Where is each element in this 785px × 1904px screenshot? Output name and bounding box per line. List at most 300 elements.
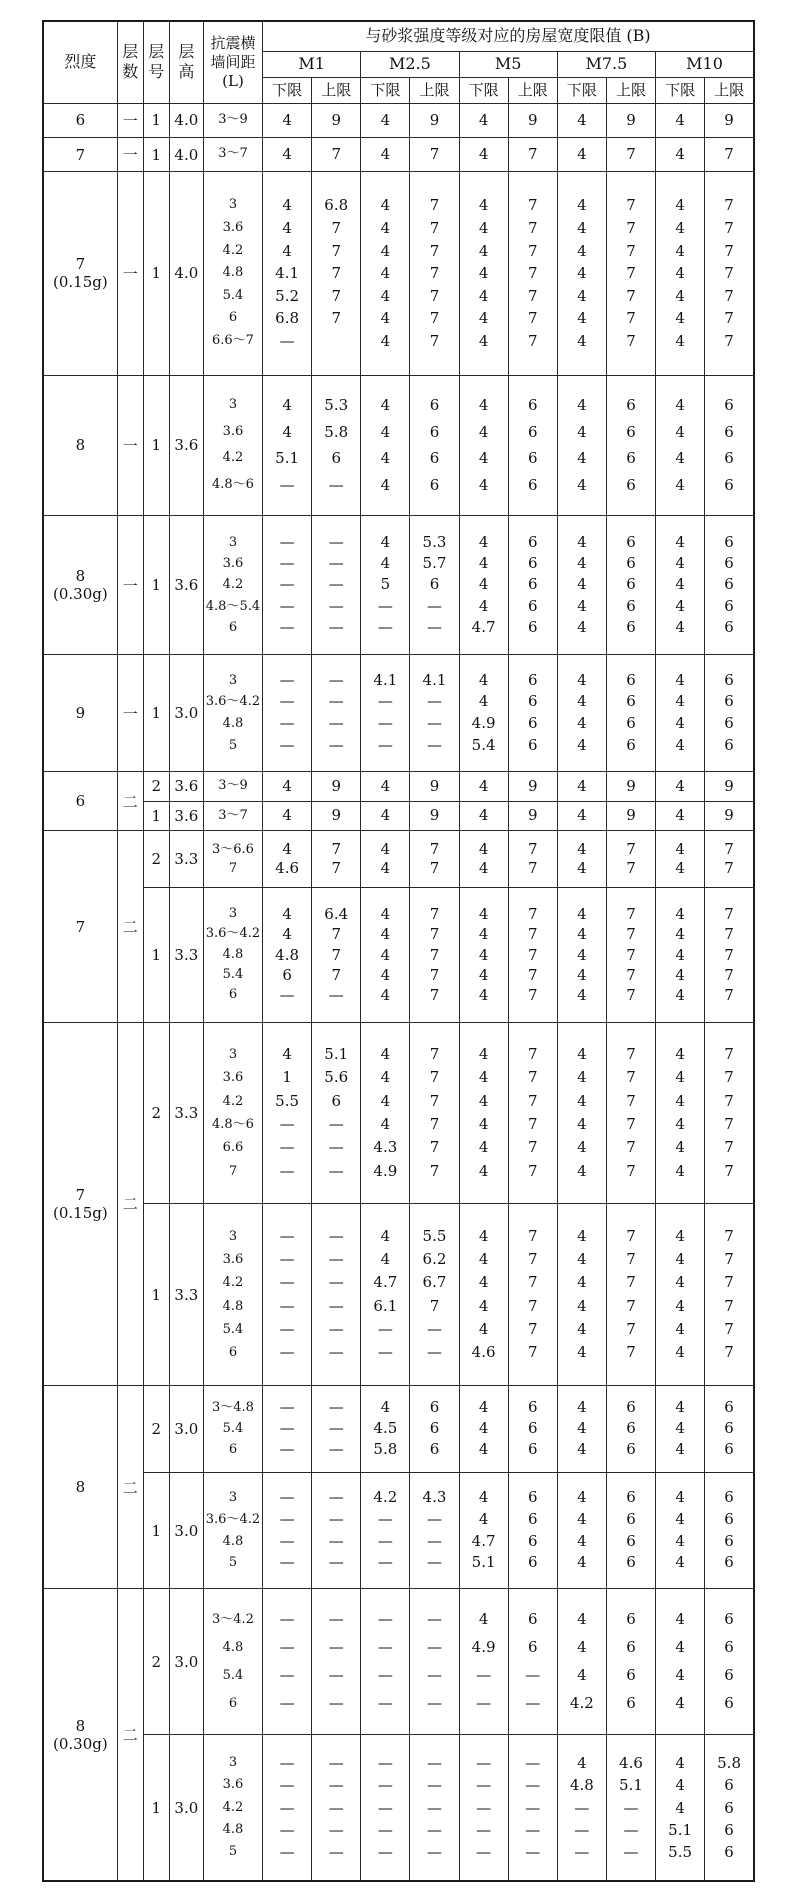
limit-value: 4.6 (619, 1754, 643, 1773)
limit-value-cell (263, 103, 312, 137)
limit-value-cell (459, 831, 508, 887)
table-row (43, 831, 754, 887)
wall-spacing-value: 4.8 (222, 946, 244, 962)
table-header (43, 21, 754, 103)
limit-value: 4 (675, 309, 685, 328)
limit-value: 4 (282, 904, 292, 923)
limit-value: 7 (429, 1138, 440, 1157)
limit-value: 4 (675, 1319, 685, 1338)
lower-limit-label: 下限 (656, 77, 705, 103)
intensity-cell: 6 (43, 771, 117, 830)
limit-value-cell (606, 103, 655, 137)
limit-value: 6 (331, 1091, 341, 1110)
limit-value-cell (312, 103, 361, 137)
limit-value-cell (606, 655, 655, 772)
header-storey-height: 层 高 (169, 21, 203, 103)
storeys-cell: 二 (117, 1385, 143, 1589)
header-storeys: 层 数 (117, 21, 143, 103)
limit-value-cell (508, 172, 557, 376)
limit-value: 4 (675, 144, 685, 163)
limit-value-cell (312, 137, 361, 171)
limit-value: 4 (577, 1531, 587, 1550)
limit-value-cell (361, 1589, 410, 1735)
limit-value: 7 (724, 1319, 734, 1338)
limit-value: 5.5 (668, 1843, 693, 1861)
limit-value: 4 (478, 806, 489, 825)
limit-value: 6 (527, 422, 538, 441)
limit-value: 4 (380, 264, 391, 283)
limit-value-cell (656, 771, 705, 801)
wall-spacing-value: 5.4 (222, 1321, 244, 1337)
limit-value-cell (508, 1204, 557, 1386)
limit-value: 4 (675, 1754, 685, 1773)
limit-value: — (377, 714, 393, 733)
limit-value-cell (312, 375, 361, 515)
wall-spacing-value: 6 (228, 619, 238, 635)
table-row (43, 172, 754, 376)
limit-value-cell (557, 655, 606, 772)
limit-value: 7 (626, 904, 636, 923)
limit-value: 4 (282, 110, 292, 129)
limit-value: — (328, 1693, 344, 1712)
limit-value: — (328, 1665, 344, 1684)
limit-value: 7 (724, 1161, 734, 1180)
limit-value: 4 (478, 554, 489, 573)
limit-value: 4 (577, 110, 587, 129)
limit-value: — (328, 1610, 344, 1629)
limit-value-cell (656, 831, 705, 887)
limit-value: 7 (724, 196, 734, 215)
limit-value: 4 (282, 219, 292, 238)
limit-value: — (279, 1161, 295, 1180)
limit-value: — (328, 1553, 344, 1572)
limit-value: 4.3 (373, 1138, 398, 1157)
limit-value: 4 (380, 859, 391, 878)
limit-value-cell (705, 1022, 754, 1204)
limit-value: 7 (724, 986, 734, 1005)
limit-value: 4 (577, 945, 587, 964)
limit-value: 7 (527, 1138, 538, 1157)
limit-value-cell (312, 1022, 361, 1204)
limit-value: — (377, 1820, 393, 1839)
limit-value: 6 (527, 1553, 538, 1572)
limit-value: — (476, 1693, 492, 1712)
limit-value: 4 (478, 241, 489, 260)
limit-value: 7 (429, 331, 440, 350)
limit-value: 6 (626, 1440, 636, 1459)
limit-value: 7 (626, 986, 636, 1005)
storeys-cell: 一 (117, 655, 143, 772)
limit-value: 7 (626, 1249, 636, 1268)
limit-value-cell (508, 771, 557, 801)
limit-value-cell (410, 655, 459, 772)
limit-value: — (279, 714, 295, 733)
limit-value: 4 (380, 776, 391, 795)
limit-value: 6 (724, 692, 734, 711)
limit-value: — (279, 1343, 295, 1362)
limit-value: 7 (626, 1226, 636, 1245)
wall-spacing-cell (203, 137, 262, 171)
storeys-cell: 一 (117, 515, 143, 655)
limit-value: 4 (675, 859, 685, 878)
wall-spacing-value: 3 (228, 397, 238, 413)
limit-value-cell (508, 655, 557, 772)
limit-value: 1 (282, 1068, 292, 1087)
limit-value: 4 (478, 1138, 489, 1157)
limit-value-cell (705, 801, 754, 831)
limit-value: 6 (626, 449, 636, 468)
limit-value-cell (361, 1022, 410, 1204)
limit-value: 6 (527, 1509, 538, 1528)
limit-value: 4 (675, 1665, 685, 1684)
limit-value: 4 (675, 1776, 685, 1795)
limit-value-cell (606, 801, 655, 831)
limit-value-cell (263, 655, 312, 772)
storey-height-cell: 3.6 (169, 375, 203, 515)
limit-value: 5.2 (275, 286, 300, 305)
lower-limit-label: 下限 (557, 77, 606, 103)
limit-value: — (279, 554, 295, 573)
limit-value: 7 (331, 264, 341, 283)
limit-value: 4 (675, 396, 685, 415)
limit-value: 4 (380, 904, 391, 923)
limit-value: 4 (577, 1419, 587, 1438)
limit-value: — (525, 1754, 541, 1773)
limit-value: — (377, 1843, 393, 1861)
limit-value: 7 (331, 309, 341, 328)
limit-value: 7 (527, 986, 538, 1005)
limit-value: 4.7 (373, 1273, 398, 1292)
limit-value: 7 (724, 219, 734, 238)
wall-spacing-value: 3.6 (222, 1251, 244, 1267)
storey-height-cell: 3.6 (169, 515, 203, 655)
limit-value: 7 (724, 1343, 734, 1362)
limit-value: 4 (282, 806, 292, 825)
limit-value: — (377, 1776, 393, 1795)
limit-value: 4 (380, 422, 391, 441)
limit-value: 7 (626, 1138, 636, 1157)
limit-value: — (328, 735, 344, 754)
limit-value-cell (263, 515, 312, 655)
wall-spacing-cell (203, 375, 262, 515)
limit-value-cell (410, 1022, 459, 1204)
limit-value: 4 (380, 1398, 391, 1417)
limit-value: 5.8 (717, 1754, 741, 1773)
limit-value: 7 (331, 219, 341, 238)
limit-value: 4 (675, 1115, 685, 1134)
limit-value: 7 (527, 966, 538, 985)
limit-value: 7 (527, 925, 538, 944)
limit-value-cell (705, 655, 754, 772)
table-body (43, 103, 754, 1881)
mortar-grade-label: M2.5 (361, 51, 459, 77)
limit-value: 4 (478, 575, 489, 594)
limit-value: 4.2 (569, 1693, 594, 1712)
limit-value: 6.8 (324, 196, 349, 215)
header-intensity: 烈度 (43, 21, 117, 103)
limit-value: 4 (478, 1319, 489, 1338)
storey-no-cell: 1 (143, 1204, 169, 1386)
wall-spacing-cell (203, 1204, 262, 1386)
limit-value: — (279, 1754, 295, 1773)
wall-spacing-value: 3～4.8 (211, 1400, 254, 1416)
limit-value: 4 (478, 986, 489, 1005)
limit-value: 4 (675, 241, 685, 260)
limit-value: — (525, 1665, 541, 1684)
limit-value: 4 (478, 840, 489, 859)
wall-spacing-cell (203, 831, 262, 887)
limit-value: 4 (675, 110, 685, 129)
limit-value: — (623, 1843, 639, 1861)
limit-value: 4 (675, 1091, 685, 1110)
limit-value: 5.1 (619, 1776, 643, 1795)
limit-value: 7 (724, 1045, 734, 1064)
limit-value-cell (705, 771, 754, 801)
limit-value: 7 (429, 966, 440, 985)
limit-value: 7 (724, 286, 734, 305)
limit-value: 7 (429, 945, 440, 964)
limit-value: 7 (331, 859, 341, 878)
wall-spacing-value: 3～9 (218, 112, 248, 128)
upper-limit-label: 上限 (606, 77, 655, 103)
storey-height-cell: 4.0 (169, 103, 203, 137)
limit-value: 4 (577, 925, 587, 944)
limit-value-cell (312, 655, 361, 772)
wall-spacing-value: 4.8～5.4 (205, 598, 261, 614)
limit-value: 7 (724, 331, 734, 350)
limit-value: 7 (429, 859, 440, 878)
storeys-cell: 一 (117, 172, 143, 376)
limit-value: 4 (675, 806, 685, 825)
limit-value: 6 (626, 692, 636, 711)
limit-value: — (476, 1776, 492, 1795)
limit-value: 7 (724, 840, 734, 859)
limit-value: 4 (675, 1273, 685, 1292)
limit-value: — (476, 1665, 492, 1684)
limit-value: 7 (626, 1161, 636, 1180)
limit-value: 4 (478, 945, 489, 964)
limit-value-cell (508, 887, 557, 1022)
storey-no-cell: 2 (143, 1385, 169, 1472)
wall-spacing-value: 3 (228, 1755, 238, 1771)
limit-value: 7 (527, 1319, 538, 1338)
limit-value-cell (508, 1735, 557, 1881)
limit-value: 7 (626, 1091, 636, 1110)
limit-value: 4 (675, 1045, 685, 1064)
limit-value: 4 (380, 219, 391, 238)
limit-value: 4 (675, 904, 685, 923)
limit-value: — (328, 1138, 344, 1157)
limit-value: 6 (724, 554, 734, 573)
limit-value: 6 (724, 670, 734, 689)
wall-spacing-value: 3 (228, 1490, 238, 1506)
storey-no-cell: 1 (143, 103, 169, 137)
limit-value: 4 (577, 1115, 587, 1134)
limit-value: — (328, 1531, 344, 1550)
limit-value: — (328, 1509, 344, 1528)
limit-value: 9 (626, 776, 636, 795)
limit-value: 4 (577, 859, 587, 878)
limit-value: — (377, 1638, 393, 1657)
upper-limit-label: 上限 (705, 77, 754, 103)
limit-value: 4 (577, 840, 587, 859)
wall-spacing-value: 5.4 (222, 1667, 244, 1683)
limit-value-cell (263, 887, 312, 1022)
limit-value: 9 (527, 806, 538, 825)
limit-value: 7 (527, 144, 538, 163)
limit-value: 6 (527, 735, 538, 754)
limit-value: — (426, 1693, 442, 1712)
limit-value: 7 (527, 241, 538, 260)
limit-value: 4 (577, 422, 587, 441)
limit-value: — (279, 596, 295, 615)
limit-value: 6 (724, 735, 734, 754)
storey-height-cell: 3.3 (169, 887, 203, 1022)
limit-value-cell (410, 887, 459, 1022)
limit-value-cell (705, 1589, 754, 1735)
limit-value: 7 (429, 144, 440, 163)
wall-spacing-value: 6 (228, 1345, 238, 1361)
limit-value: 7 (527, 1296, 538, 1315)
table-row (43, 1022, 754, 1204)
limit-value: 5.8 (373, 1440, 398, 1459)
limit-value: 7 (626, 309, 636, 328)
intensity-cell: 7 (0.15g) (43, 1022, 117, 1385)
limit-value: 4.9 (471, 714, 496, 733)
storey-no-cell: 1 (143, 887, 169, 1022)
header-wall-spacing: 抗震横 墙间距 (L) (203, 21, 262, 103)
storeys-cell: 一 (117, 103, 143, 137)
limit-value: 4 (675, 714, 685, 733)
wall-spacing-cell (203, 801, 262, 831)
limit-value: 4 (675, 533, 685, 552)
limit-value: 6 (724, 449, 734, 468)
limit-value: — (377, 1693, 393, 1712)
wall-spacing-value: 4.2 (222, 577, 244, 593)
limit-value: 4 (675, 1488, 685, 1507)
limit-value: 7 (429, 241, 440, 260)
limit-value: 4 (577, 966, 587, 985)
limit-value: — (279, 1319, 295, 1338)
limit-value-cell (263, 1385, 312, 1472)
lower-limit-label: 下限 (263, 77, 312, 103)
limit-value-cell (263, 801, 312, 831)
limit-value: 7 (626, 1068, 636, 1087)
limit-value: 7 (724, 925, 734, 944)
limit-value: 4 (675, 1068, 685, 1087)
limit-value: 4 (577, 1091, 587, 1110)
wall-spacing-value: 6 (228, 987, 238, 1003)
storey-no-cell: 1 (143, 1735, 169, 1881)
limit-value: 4 (577, 1398, 587, 1417)
limit-value-cell (361, 103, 410, 137)
limit-value-cell (656, 1735, 705, 1881)
limit-value: 7 (724, 1249, 734, 1268)
limit-value-cell (705, 375, 754, 515)
limit-value: — (279, 1296, 295, 1315)
limit-value: — (328, 1115, 344, 1134)
limit-value: 6 (724, 1610, 734, 1629)
limit-value-cell (263, 375, 312, 515)
limit-value: 7 (527, 309, 538, 328)
intensity-cell: 8 (0.30g) (43, 1589, 117, 1881)
limit-value: 4 (478, 1509, 489, 1528)
limit-value: 4 (478, 144, 489, 163)
storey-no-cell: 1 (143, 801, 169, 831)
storey-no-cell: 1 (143, 655, 169, 772)
limit-value: 6 (626, 1638, 636, 1657)
limit-value: 4 (577, 241, 587, 260)
limit-value: 4 (577, 714, 587, 733)
limit-value: 6 (527, 1488, 538, 1507)
storeys-cell: 二 (117, 1022, 143, 1385)
limit-value: — (328, 1638, 344, 1657)
limit-value: 6 (724, 475, 734, 494)
limit-value: 4 (478, 110, 489, 129)
limit-value: 7 (527, 1226, 538, 1245)
limit-value: 6 (724, 1638, 734, 1657)
limit-value: 4 (577, 554, 587, 573)
limit-value-cell (656, 1022, 705, 1204)
wall-spacing-value: 3～6.6 (211, 842, 254, 858)
limit-value-cell (606, 375, 655, 515)
limit-value-cell (557, 1735, 606, 1881)
limit-value: 6 (724, 1820, 734, 1839)
limit-value-cell (656, 137, 705, 171)
limit-value-cell (263, 1022, 312, 1204)
limit-value: 7 (724, 1068, 734, 1087)
limit-value: 6 (626, 554, 636, 573)
limit-value: 7 (724, 966, 734, 985)
limit-value-cell (557, 801, 606, 831)
limit-value: — (377, 1509, 393, 1528)
limit-value: 4 (478, 1249, 489, 1268)
wall-spacing-cell (203, 1472, 262, 1589)
limit-value: 9 (429, 776, 440, 795)
limit-value-cell (656, 103, 705, 137)
wall-spacing-value: 5.4 (222, 967, 244, 983)
limit-value: 7 (331, 925, 341, 944)
limit-value: 4 (478, 859, 489, 878)
limit-value: — (279, 1610, 295, 1629)
limit-value-cell (557, 375, 606, 515)
limit-value-cell (557, 172, 606, 376)
limit-value: 6 (724, 617, 734, 636)
limit-value: 6 (724, 1776, 734, 1795)
limit-value: 4 (675, 1509, 685, 1528)
limit-value: 4 (577, 1296, 587, 1315)
limit-value: 6 (626, 1419, 636, 1438)
limit-value: 4 (577, 1440, 587, 1459)
limit-value: 4 (577, 1553, 587, 1572)
limit-value: — (279, 1226, 295, 1245)
limit-value-cell (459, 1589, 508, 1735)
limit-value: 6 (724, 533, 734, 552)
limit-value: 7 (429, 264, 440, 283)
limit-value: — (279, 1553, 295, 1572)
wall-spacing-value: 3.6 (222, 220, 244, 236)
limit-value: — (328, 1398, 344, 1417)
limit-value: 4 (380, 309, 391, 328)
limit-value: 4 (577, 1161, 587, 1180)
limit-value: — (525, 1843, 541, 1861)
limit-value-cell (361, 515, 410, 655)
wall-spacing-value: 3～4.2 (211, 1612, 254, 1628)
limit-value-cell (459, 172, 508, 376)
limit-value: 7 (724, 144, 734, 163)
limit-value: 6 (626, 396, 636, 415)
limit-value: — (377, 1798, 393, 1817)
